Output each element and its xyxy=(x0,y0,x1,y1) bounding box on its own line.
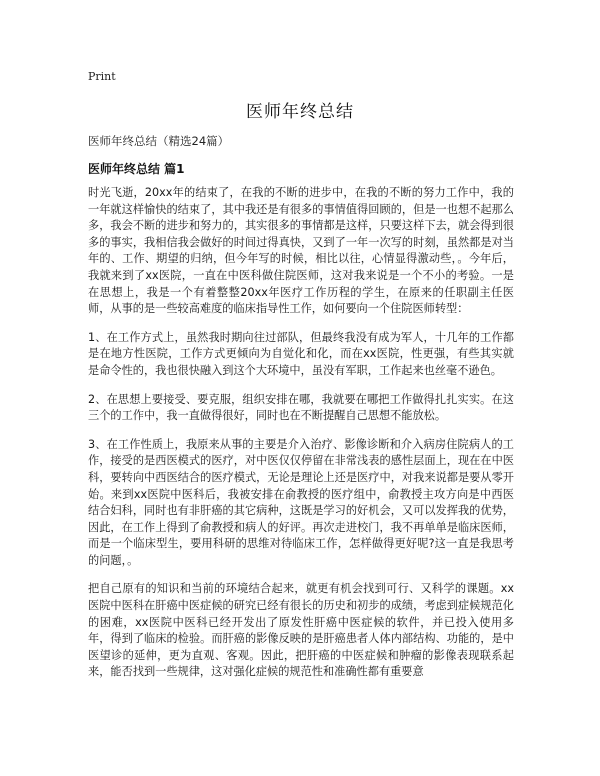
document-title: 医师年终总结 xyxy=(246,102,354,122)
paragraph-4: 3、在工作性质上，我原来从事的主要是介入治疗、影像诊断和介入病房住院病人的工作，接受的是西医模式的医疗，对中医仅仅停留在非常浅表的感性层面上，现在在中医科，要转向中西医结合的医疗模式，无论是理论上还是医疗中，对我来说都是要从零开始。来到xx医院中医科后，我被安排在俞教授的医疗组中，俞教授主攻方向是中西医结合妇科，同时也有非肝癌的其它病种，这既是学习的好机会，又可以发挥我的优势，因此，在工作上得到了俞教授和病人的好评。再次走进校门，我不再单单是临床医师，而是一个临床型生，要用科研的思维对待临床工作，怎样做得更好呢?这一直是我思考的问题，。 xyxy=(88,437,514,567)
paragraph-5: 把自己原有的知识和当前的环境结合起来，就更有机会找到可行、又科学的课题。xx医院中医科在肝癌中医症候的研究已经有很长的历史和初步的成绩，考虑到症候规范化的困难，xx医院中医科已经开发出了原发性肝癌中医症候的软件，并已投入使用多年，得到了临床的检验。而肝癌的影像反映的是肝癌患者人体内部结构、功能的，是中医望诊的延伸，更为直观、客观。因此，把肝癌的中医症候和肿瘤的影像表现联系起来，能否找到一些规律，这对强化症候的规范性和准确性都有重要意 xyxy=(88,582,514,679)
print-link[interactable]: Print xyxy=(88,70,116,83)
paragraph-2: 1、在工作方式上，虽然我时期向往过部队，但最终我没有成为军人，十几年的工作都是在地方性医院，工作方式更倾向为自觉化和化，而在xx医院，性更强，有些其实就是命令性的，我也很快融入到这个大环境中，虽没有军职，工作起来也丝毫不逊色。 xyxy=(88,330,514,377)
paragraph-3: 2、在思想上要接受、要克服，组织安排在哪，我就要在哪把工作做得扎扎实实。在这三个的工作中，我一直做得很好，同时也在不断提醒自己思想不能放松。 xyxy=(88,392,514,423)
paragraph-1: 时光飞逝，20xx年的结束了，在我的不断的进步中，在我的不断的努力工作中，我的一年就这样愉快的结束了，其中我还是有很多的事情值得回顾的，但是一也想不起那么多，我会不断的进步和努力的，其实很多的事情都是这样，只要这样下去，就会得到很多的事实，我相信我会做好的时间过得真快，又到了一年一次写的时刻，虽然都是对当年的、工作、期望的归纳，但今年写的时候，相比以往，心情显得激动些，。今年后，我就来到了xx医院，一直在中医科做住院医师，这对我来说是一个不小的考验。一是在思想上，我是一个有着整整20xx年医疗工作历程的学生，在原来的任职副主任医师，从事的是一些较高难度的临床指导性工作，如何要向一个住院医师转型： xyxy=(88,186,514,316)
article-body xyxy=(88,185,514,693)
section-heading: 医师年终总结 篇1 xyxy=(88,162,185,176)
document-subtitle: 医师年终总结（精选24篇） xyxy=(88,134,230,148)
